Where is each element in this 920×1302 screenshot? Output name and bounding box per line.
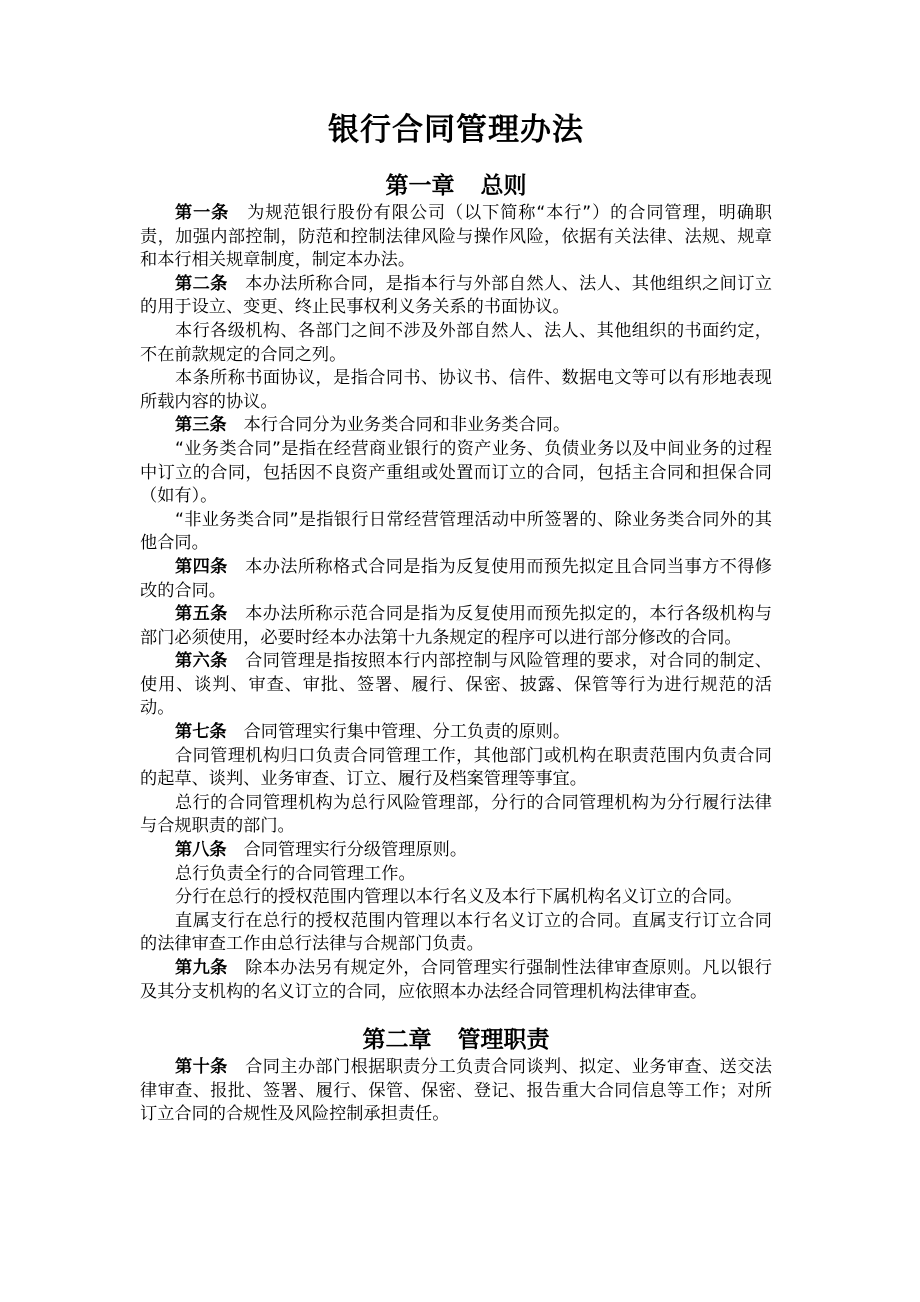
- article-paragraph: [140, 957, 772, 1004]
- article-text: 本行各级机构、各部门之间不涉及外部自然人、法人、其他组织的书面约定，不在前款规定的合同之列。: [140, 320, 772, 365]
- article-paragraph: [140, 320, 772, 367]
- article-paragraph: [140, 367, 772, 414]
- article-paragraph: [140, 839, 772, 863]
- article-paragraph: [140, 438, 772, 509]
- article-paragraph: [140, 273, 772, 320]
- article-number: 第九条: [175, 958, 228, 978]
- article-text: 总行负责全行的合同管理工作。: [175, 863, 416, 884]
- article-number: 第三条: [175, 415, 227, 436]
- article-number: 第二条: [175, 273, 228, 294]
- article-text: 分行在总行的授权范围内管理以本行名义及本行下属机构名义订立的合同。: [175, 887, 743, 908]
- article-paragraph: [140, 509, 772, 556]
- article-paragraph: [140, 414, 772, 438]
- article-text: “非业务类合同”是指银行日常经营管理活动中所签署的、除业务类合同外的其他合同。: [140, 509, 772, 554]
- article-number: 第七条: [175, 722, 227, 743]
- article-text: 本办法所称合同，是指本行与外部自然人、法人、其他组织之间订立的用于设立、变更、终止民事权利义务关系的书面协议。: [140, 273, 772, 318]
- article-paragraph: [140, 556, 772, 603]
- document-page: [140, 108, 772, 1127]
- document-title: 银行合同管理办法: [328, 112, 584, 148]
- article-text: 本行合同分为业务类合同和非业务类合同。: [243, 415, 571, 436]
- article-paragraph: [140, 910, 772, 957]
- chapter-name: 管理职责: [457, 1027, 550, 1054]
- article-number: 第十条: [175, 1057, 228, 1078]
- article-text: 本办法所称格式合同是指为反复使用而预先拟定且合同当事方不得修改的合同。: [140, 556, 772, 601]
- article-text: “业务类合同”是指在经营商业银行的资产业务、负债业务以及中间业务的过程中订立的合同，包括因不良资产重组或处置而订立的合同，包括主合同和担保合同（如有）。: [140, 438, 772, 507]
- article-number: 第四条: [175, 556, 228, 577]
- chapter-body: [140, 202, 772, 1004]
- article-text: 合同管理实行集中管理、分工负责的原则。: [243, 722, 571, 743]
- article-text: 除本办法另有规定外，合同管理实行强制性法律审查原则。凡以银行及其分支机构的名义订立的合同，应依照本办法经合同管理机构法律审查。: [140, 958, 772, 1002]
- article-text: 总行的合同管理机构为总行风险管理部，分行的合同管理机构为分行履行法律与合规职责的部门。: [140, 792, 772, 837]
- article-number: 第一条: [175, 203, 230, 223]
- article-text: 合同主办部门根据职责分工负责合同谈判、拟定、业务审查、送交法律审查、报批、签署、履行、保管、保密、登记、报告重大合同信息等工作；对所订立合同的合规性及风险控制承担责任。: [140, 1057, 772, 1125]
- article-text: 本办法所称示范合同是指为反复使用而预先拟定的，本行各级机构与部门必须使用，必要时经本办法第十九条规定的程序可以进行部分修改的合同。: [140, 604, 772, 648]
- chapter-heading: [140, 170, 772, 202]
- article-paragraph: [140, 1056, 772, 1127]
- article-paragraph: [140, 792, 772, 839]
- article-paragraph: [140, 603, 772, 650]
- chapter-name: 总则: [480, 173, 527, 199]
- article-paragraph: [140, 863, 772, 887]
- chapter-number: 第二章: [362, 1027, 432, 1054]
- article-text: 合同管理机构归口负责合同管理工作，其他部门或机构在职责范围内负责合同的起草、谈判、业务审查、订立、履行及档案管理等事宜。: [140, 745, 772, 790]
- article-paragraph: [140, 202, 772, 273]
- article-text: 合同管理是指按照本行内部控制与风险管理的要求，对合同的制定、使用、谈判、审查、审批、签署、履行、保密、披露、保管等行为进行规范的活动。: [140, 651, 772, 719]
- chapter-number: 第一章: [385, 173, 455, 199]
- article-paragraph: [140, 886, 772, 910]
- chapter-heading: [140, 1024, 772, 1056]
- article-number: 第五条: [175, 604, 228, 625]
- article-number: 第六条: [175, 651, 228, 672]
- article-paragraph: [140, 745, 772, 792]
- article-paragraph: [140, 721, 772, 745]
- article-paragraph: [140, 650, 772, 721]
- article-text: 为规范银行股份有限公司（以下简称“本行”）的合同管理，明确职责，加强内部控制，防范和控制法律风险与操作风险，依据有关法律、法规、规章和本行相关规章制度，制定本办法。: [140, 203, 772, 271]
- article-text: 本条所称书面协议，是指合同书、协议书、信件、数据电文等可以有形地表现所载内容的协议。: [140, 368, 772, 412]
- article-text: 直属支行在总行的授权范围内管理以本行名义订立的合同。直属支行订立合同的法律审查工作由总行法律与合规部门负责。: [140, 910, 772, 955]
- chapter-body: [140, 1056, 772, 1127]
- article-number: 第八条: [175, 840, 227, 861]
- article-text: 合同管理实行分级管理原则。: [243, 840, 468, 861]
